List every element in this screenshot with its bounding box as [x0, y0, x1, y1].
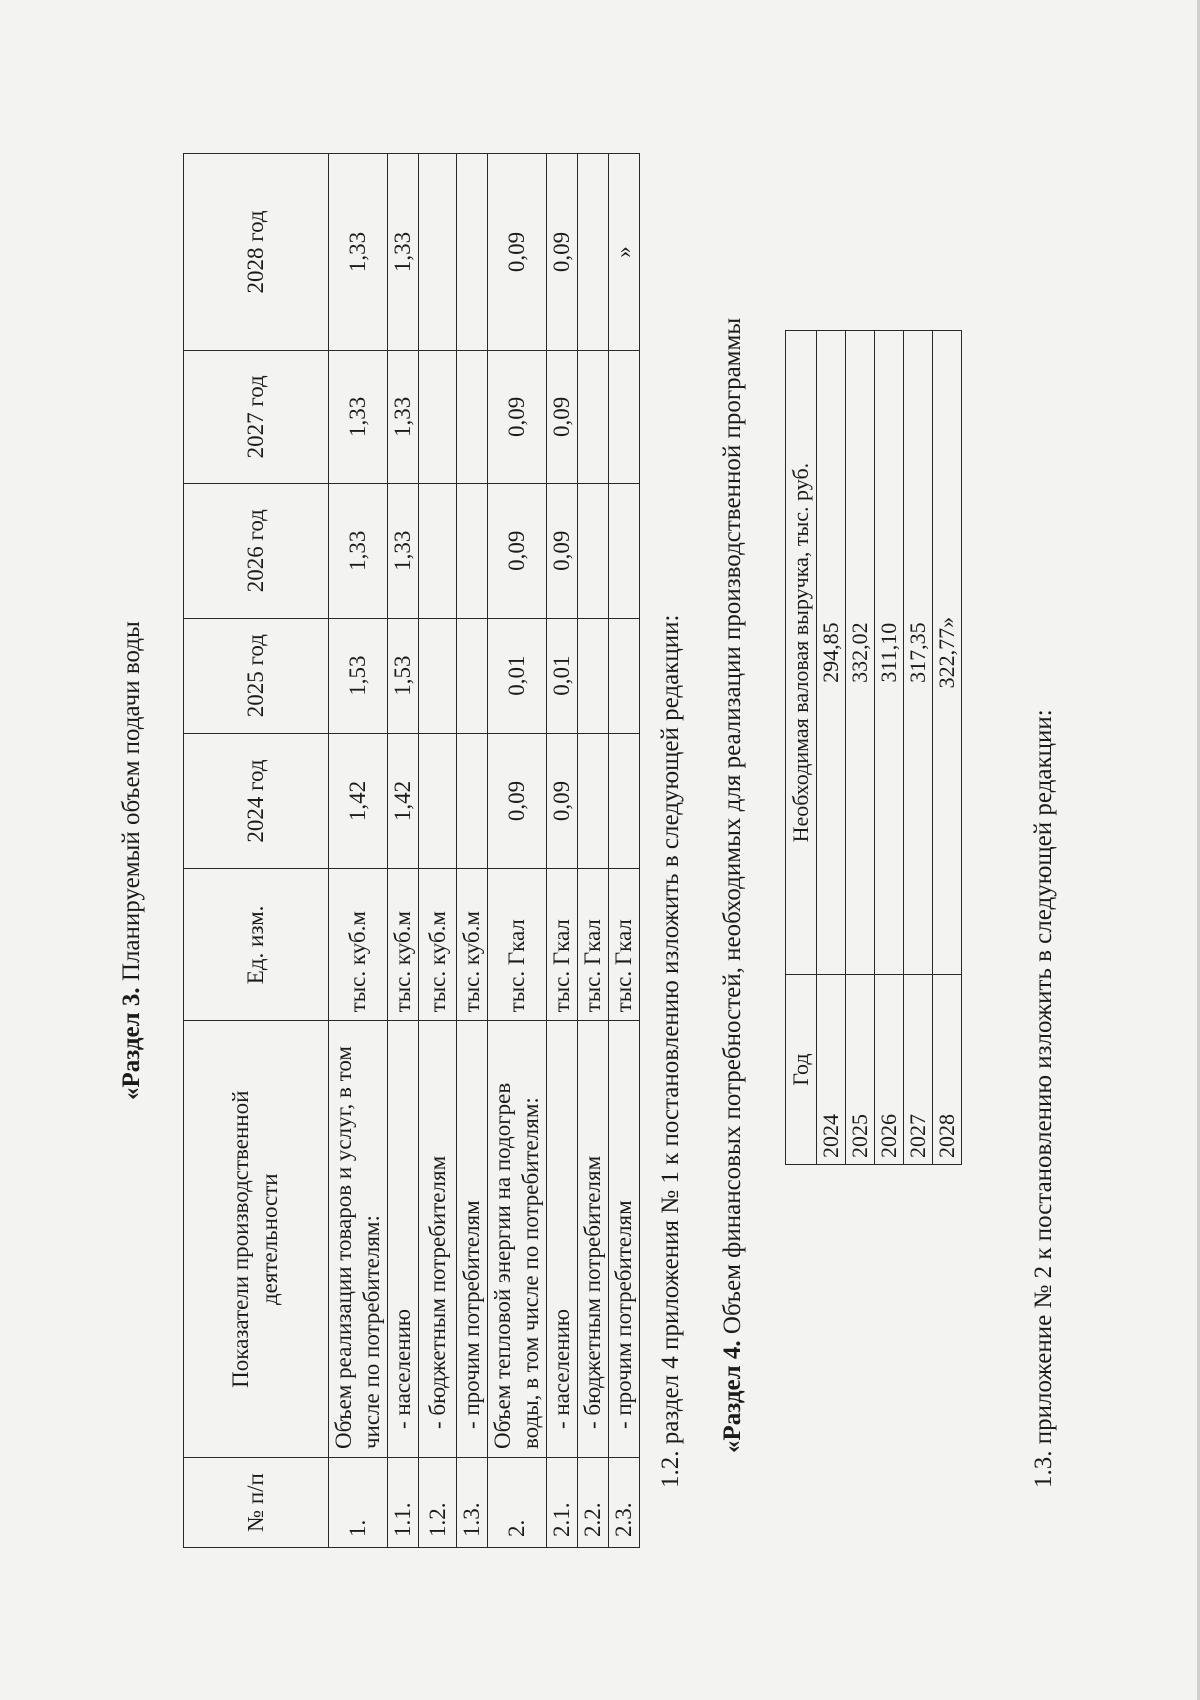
value-2025 [609, 618, 640, 733]
value-2024: 1,42 [388, 733, 419, 869]
value-2027 [609, 350, 640, 483]
value-2028 [578, 154, 609, 351]
row-indicator: - бюджетным потребителям [578, 1021, 609, 1458]
value-2024: 0,09 [488, 733, 547, 869]
value-2024: 0,09 [547, 733, 578, 869]
table-row [388, 154, 419, 1548]
section3-heading [118, 621, 146, 1100]
header-cell: 2026 год [184, 483, 329, 618]
revenue-cell: 294,85 [817, 331, 846, 975]
table-row [457, 154, 488, 1548]
value-2024 [578, 733, 609, 869]
row-number: 1. [329, 1458, 388, 1548]
value-2026: 1,33 [388, 483, 419, 618]
revenue-cell: 332,02 [846, 331, 875, 975]
revenue-cell: 311,10 [875, 331, 904, 975]
table-row [904, 331, 933, 1165]
year-cell: 2026 [875, 975, 904, 1165]
row-indicator: - населению [547, 1021, 578, 1458]
value-2025: 1,53 [329, 618, 388, 733]
financial-needs-table [785, 330, 962, 1165]
value-2027: 1,33 [329, 350, 388, 483]
year-cell: 2024 [817, 975, 846, 1165]
value-2025 [419, 618, 457, 733]
table-row [817, 331, 846, 1165]
value-2027: 0,09 [547, 350, 578, 483]
row-unit: тыс. Гкал [609, 869, 640, 1021]
table-row [488, 154, 547, 1548]
row-indicator: Объем реализации товаров и услуг, в том числе по потребителям: [329, 1021, 388, 1458]
year-cell: 2028 [933, 975, 962, 1165]
revenue-cell: 322,77» [933, 331, 962, 975]
table-row [933, 331, 962, 1165]
revenue-cell: 317,35 [904, 331, 933, 975]
value-2026 [609, 483, 640, 618]
value-2026 [419, 483, 457, 618]
row-unit: тыс. Гкал [578, 869, 609, 1021]
row-number: 2.1. [547, 1458, 578, 1548]
value-2027: 1,33 [388, 350, 419, 483]
value-2025: 1,53 [388, 618, 419, 733]
value-2028: » [609, 154, 640, 351]
value-2024 [457, 733, 488, 869]
year-cell: 2025 [846, 975, 875, 1165]
row-indicator: - прочим потребителям [609, 1021, 640, 1458]
value-2027 [578, 350, 609, 483]
row-number: 1.1. [388, 1458, 419, 1548]
value-2028: 0,09 [488, 154, 547, 351]
value-2026: 0,09 [488, 483, 547, 618]
value-2025: 0,01 [547, 618, 578, 733]
value-2026 [457, 483, 488, 618]
header-cell: 2024 год [184, 733, 329, 869]
paragraph-1-3: 1.3. приложение № 2 к постановлению изложить в следующей редакции: [1030, 709, 1057, 1488]
row-number: 2.2. [578, 1458, 609, 1548]
value-2024: 1,42 [329, 733, 388, 869]
value-2025 [578, 618, 609, 733]
year-cell: 2027 [904, 975, 933, 1165]
row-indicator: - бюджетным потребителям [419, 1021, 457, 1458]
value-2028: 1,33 [329, 154, 388, 351]
value-2026: 0,09 [547, 483, 578, 618]
header-cell: 2027 год [184, 350, 329, 483]
header-cell: Необходимая валовая выручка, тыс. руб. [786, 331, 817, 975]
header-cell: № п/п [184, 1458, 329, 1548]
value-2025: 0,01 [488, 618, 547, 733]
row-unit: тыс. куб.м [419, 869, 457, 1021]
value-2028: 0,09 [547, 154, 578, 351]
value-2028 [419, 154, 457, 351]
header-cell: Показатели производственной деятельности [184, 1021, 329, 1458]
row-indicator: - прочим потребителям [457, 1021, 488, 1458]
table-row [547, 154, 578, 1548]
header-cell: Год [786, 975, 817, 1165]
value-2026 [578, 483, 609, 618]
table-row [329, 154, 388, 1548]
value-2027 [457, 350, 488, 483]
table-row [846, 331, 875, 1165]
row-unit: тыс. куб.м [388, 869, 419, 1021]
row-indicator: Объем тепловой энергии на подогрев воды, в том числе по потребителям: [488, 1021, 547, 1458]
value-2024 [419, 733, 457, 869]
section3-title-rest: Планируемый объем подачи воды [118, 621, 145, 988]
row-number: 1.2. [419, 1458, 457, 1548]
value-2027 [419, 350, 457, 483]
table-header-row [184, 154, 329, 1548]
value-2024 [609, 733, 640, 869]
section4-heading [719, 318, 747, 1453]
row-number: 2.3. [609, 1458, 640, 1548]
table-row [578, 154, 609, 1548]
section3-title-bold: «Раздел 3. [118, 987, 145, 1100]
row-unit: тыс. Гкал [488, 869, 547, 1021]
table-row [875, 331, 904, 1165]
value-2028 [457, 154, 488, 351]
row-unit: тыс. Гкал [547, 869, 578, 1021]
header-cell: 2028 год [184, 154, 329, 351]
row-unit: тыс. куб.м [457, 869, 488, 1021]
table-header-row [786, 331, 817, 1165]
header-cell: Ед. изм. [184, 869, 329, 1021]
value-2027: 0,09 [488, 350, 547, 483]
section4-title-rest: Объем финансовых потребностей, необходимых для реализации производственной программы [719, 317, 746, 1341]
row-number: 2. [488, 1458, 547, 1548]
value-2026: 1,33 [329, 483, 388, 618]
value-2028: 1,33 [388, 154, 419, 351]
table-row [609, 154, 640, 1548]
value-2025 [457, 618, 488, 733]
row-number: 1.3. [457, 1458, 488, 1548]
table-row [419, 154, 457, 1548]
water-supply-table [183, 153, 640, 1548]
row-unit: тыс. куб.м [329, 869, 388, 1021]
header-cell: 2025 год [184, 618, 329, 733]
section4-title-bold: «Раздел 4. [719, 1340, 746, 1453]
paragraph-1-2: 1.2. раздел 4 приложения № 1 к постановлению изложить в следующей редакции: [657, 614, 684, 1488]
row-indicator: - населению [388, 1021, 419, 1458]
